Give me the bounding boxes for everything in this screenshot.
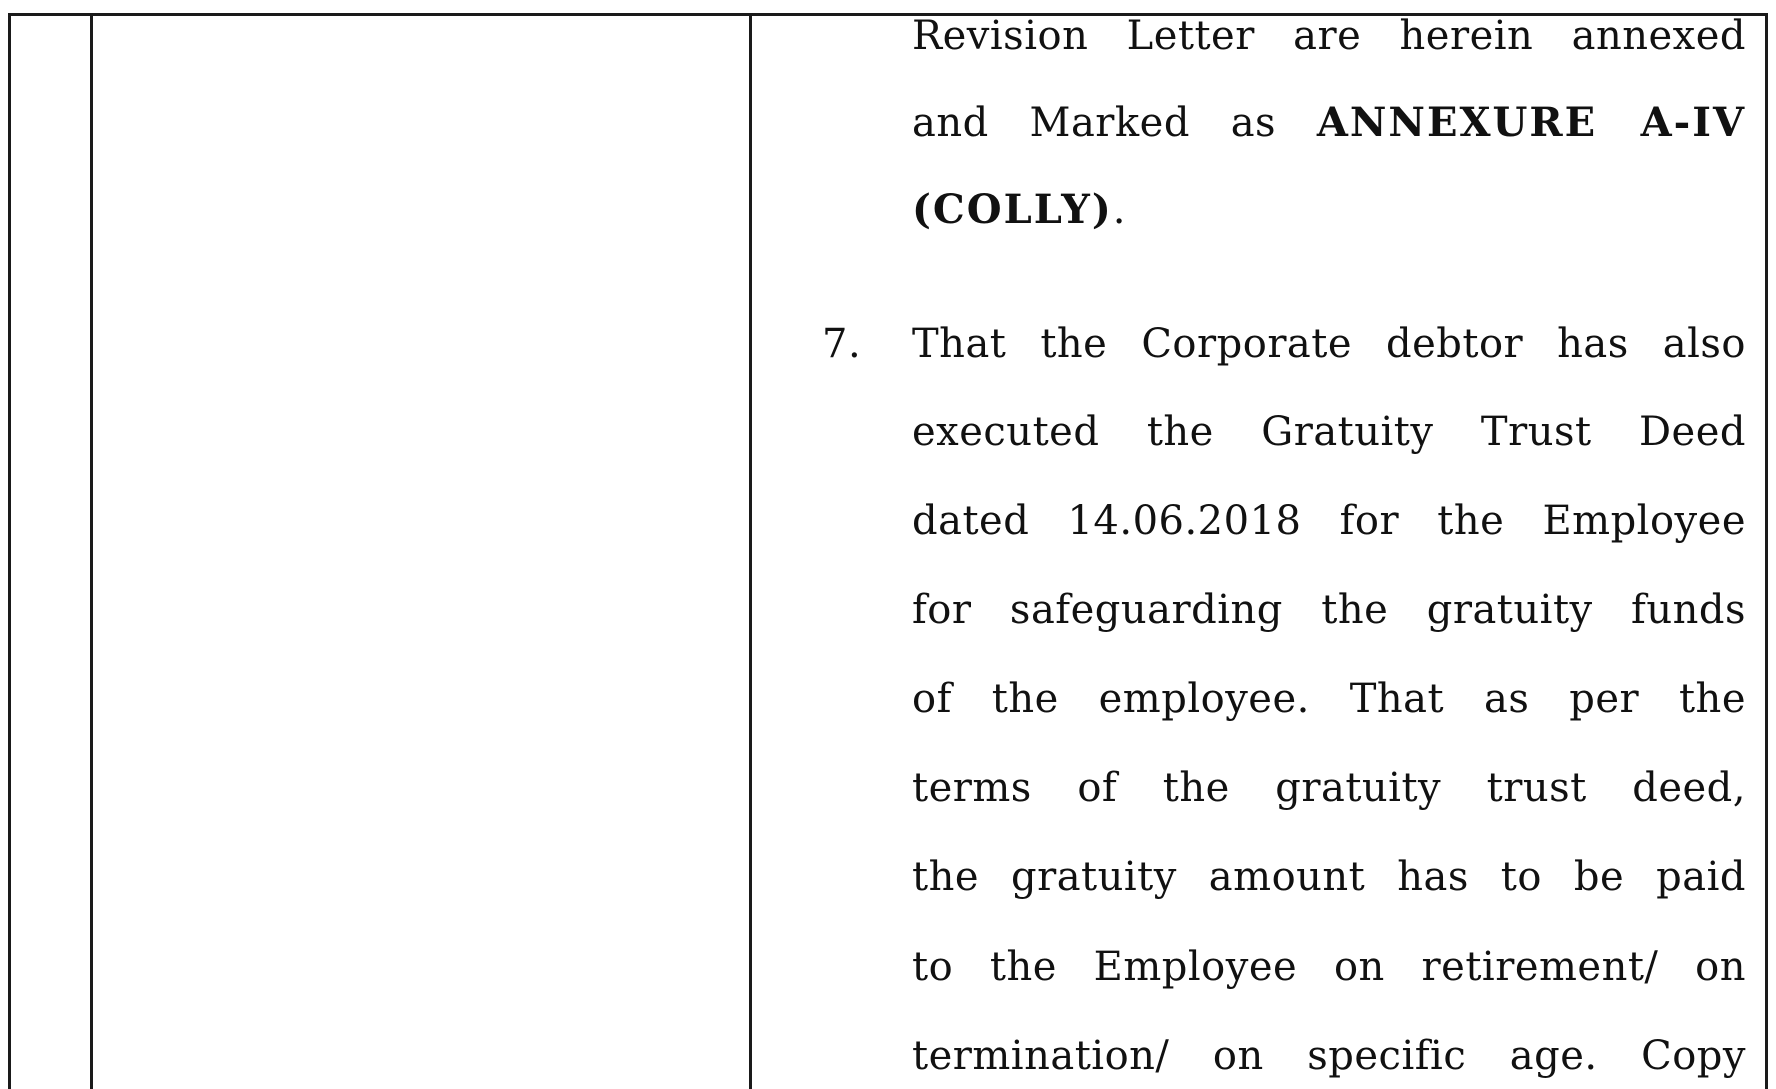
item7-line: termination/ on specific age. Copy — [912, 1033, 1746, 1079]
paragraph-line: Revision Letter are herein annexed — [912, 13, 1746, 59]
item7-line: the gratuity amount has to be paid — [912, 854, 1746, 900]
paragraph-line — [912, 99, 1746, 147]
item7-line: of the employee. That as per the — [912, 676, 1746, 722]
annexure-colly: (COLLY) — [912, 186, 1113, 233]
item7-line: executed the Gratuity Trust Deed — [912, 409, 1746, 455]
annexure-reference: ANNEXURE A-IV — [1316, 99, 1746, 146]
column-divider-2 — [749, 13, 752, 1089]
item7-line: dated 14.06.2018 for the Employee — [912, 498, 1746, 544]
item7-line: to the Employee on retirement/ on — [912, 944, 1746, 990]
table-frame — [8, 13, 1768, 1089]
item7-line: That the Corporate debtor has also — [912, 321, 1746, 367]
item7-line: terms of the gratuity trust deed, — [912, 765, 1746, 811]
item-number: 7. — [822, 321, 862, 367]
paragraph-text: and Marked as — [912, 100, 1317, 146]
column-divider-1 — [90, 13, 93, 1089]
paragraph-text: . — [1112, 187, 1126, 233]
paragraph-line — [912, 186, 1746, 234]
item7-line: for safeguarding the gratuity funds — [912, 587, 1746, 633]
